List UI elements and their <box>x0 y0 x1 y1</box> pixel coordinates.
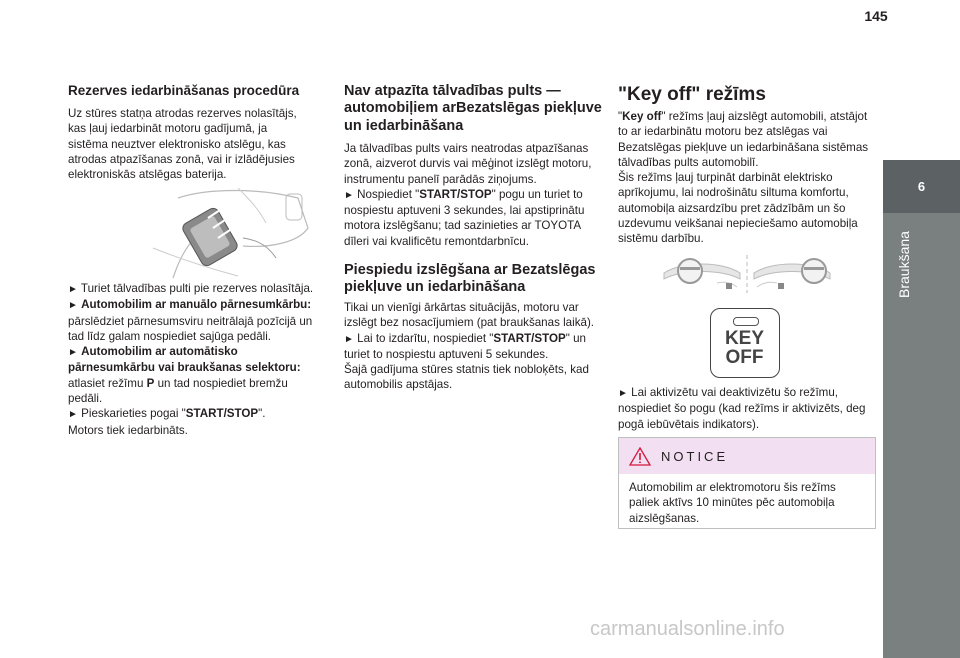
key-off-label-line1: KEY <box>724 328 765 349</box>
title-line: Nav atpazīta tālvadības pults — <box>344 83 561 99</box>
text-line: " pogu un turiet to <box>491 187 583 201</box>
step-4-text: ". <box>258 407 266 421</box>
key-off-body <box>618 109 880 247</box>
chapter-number: 6 <box>883 160 960 213</box>
title-line: piekļuve un iedarbināšana <box>344 279 526 296</box>
backup-reader-illustration <box>148 188 318 280</box>
title-line: automobiļiem arBezatslēgas piekļuve <box>344 100 602 117</box>
warning-triangle-icon <box>629 447 651 466</box>
step-4-text: Pieskarieties pogai " <box>81 407 186 421</box>
step-2-text: pārslēdziet pārnesumsviru neitrālajā pozīcijā un <box>68 314 313 328</box>
bullet-icon: ► <box>344 189 354 201</box>
text-line: motora izslēgšanu; tad sazinieties ar TOYOTA <box>344 219 582 233</box>
text-line: Automobilim ar elektromotoru šis režīms <box>629 481 836 494</box>
step-3-heading: Automobilim ar automātisko <box>81 345 238 359</box>
bullet-icon: ► <box>344 333 354 345</box>
text-line: Lai aktivizētu vai deaktivizētu šo režīmu, <box>631 386 838 399</box>
key-off-instruction <box>618 385 880 432</box>
title-line: un iedarbināšana <box>344 117 464 134</box>
key-off-term: Key off <box>622 110 662 123</box>
remote-not-detected-body <box>344 141 606 249</box>
text-line: izslēgt bez nosacījumiem (pat braukšanas laikā). <box>344 316 595 330</box>
text-line: pogā iebūvētais indikators). <box>618 417 760 431</box>
step-2-text: tad līdz galam nospiediet sajūga pedāli. <box>68 329 272 343</box>
text-line: " un <box>565 331 586 345</box>
bullet-icon: ► <box>68 409 78 421</box>
text-line: Tikai un vienīgi ārkārtas situācijās, motoru var <box>344 301 579 314</box>
forced-stop-body <box>344 300 606 393</box>
watermark: carmanualsonline.info <box>590 618 785 640</box>
key-off-button <box>710 308 780 378</box>
backup-start-steps <box>68 281 330 438</box>
step-2-heading: Automobilim ar manuālo pārnesumkārbu: <box>81 298 312 312</box>
text-line: uzdevumu veikšanai nepieciešamo automobiļa <box>618 217 858 231</box>
notice-title: NOTICE <box>661 448 729 464</box>
text-line: automobiļa aizsardzību pret zādzībām un šo <box>618 201 846 215</box>
text-line: dīleri vai kvalificētu remontdarbnīcu. <box>344 234 529 248</box>
text-line: aizslēgšanas. <box>629 511 700 525</box>
text-line: nospiediet šo pogu (kad režīms ir aktivizēts, deg <box>618 402 866 416</box>
page-number: 145 <box>864 8 888 24</box>
start-stop-label: START/STOP <box>493 331 566 345</box>
text-line: instrumentu panelī parādās ziņojums. <box>344 172 537 186</box>
text-line: nospiestu aptuveni 3 sekundes, lai apstiprinātu <box>344 204 585 218</box>
key-off-label-line2: OFF <box>725 347 764 368</box>
section-title-remote-not-detected <box>344 83 604 135</box>
step-1: Turiet tālvadības pulti pie rezerves nolasītāja. <box>80 282 314 295</box>
step-3-text: un tad nospiediet bremžu <box>157 376 288 390</box>
text-line: automobilis apstājas. <box>344 378 453 392</box>
title-line: Piespiedu izslēgšana ar Bezatslēgas <box>344 262 596 278</box>
text-line: Ja tālvadības pults vairs neatrodas atpazīšanas <box>344 142 589 155</box>
section-title-backup-start: Rezerves iedarbināšanas procedūra <box>68 83 300 98</box>
text-line: " <box>618 110 623 123</box>
text-line: Lai to izdarītu, nospiediet " <box>357 331 494 345</box>
chapter-label: Braukšana <box>896 231 912 298</box>
start-stop-label: START/STOP <box>419 187 492 201</box>
step-3-text: atlasiet režīmu <box>68 376 144 390</box>
section-title-forced-stop <box>344 262 606 297</box>
step-3-text: pedāli. <box>68 392 103 406</box>
text-line: zonā, aizverot durvis vai mēģinot izslēgt motoru, <box>344 157 592 171</box>
text-line: sistēmu darbību. <box>618 232 704 246</box>
bullet-icon: ► <box>68 300 78 312</box>
text-line: aprīkojumu, lai nodrošinātu siltuma komfortu, <box>618 186 849 200</box>
step-3-heading: pārnesumkārbu vai braukšanas selektoru: <box>68 361 301 375</box>
bullet-icon: ► <box>618 388 628 399</box>
text-line: Nospiediet " <box>357 187 420 201</box>
text-line: atrodas atpazīšanas zonā, vai ir izlādējusies <box>68 152 295 166</box>
text-line: tālvadības pults automobilī. <box>618 155 759 169</box>
notice-header <box>619 438 875 474</box>
notice-text <box>619 474 875 526</box>
text-line: Šis režīms ļauj turpināt darbināt elektrisko <box>618 171 833 185</box>
bullet-icon: ► <box>68 284 78 295</box>
text-line: Šajā gadījuma stūres statnis tiek nobloķēts, kad <box>344 363 589 377</box>
text-line: " režīms ļauj aizslēgt automobili, atstājot <box>661 110 868 123</box>
bullet-icon: ► <box>68 347 78 359</box>
indicator-light-icon <box>733 317 759 326</box>
gear-p: P <box>146 376 155 390</box>
notice-box <box>618 437 876 529</box>
dashboard-location-illustration <box>662 253 832 298</box>
text-line: sistēma neuztver elektronisko atslēgu, kas <box>68 137 286 151</box>
text-line: to ar iedarbinātu motoru bez atslēgas vai <box>618 125 828 139</box>
text-line: elektroniskās atslēgas baterija. <box>68 168 227 182</box>
step-result: Motors tiek iedarbināts. <box>68 423 188 437</box>
section-title-key-off: "Key off" režīms <box>618 84 766 105</box>
text-line: Bezatslēgas piekļuve un iedarbināšana sistēmas <box>618 140 869 154</box>
text-line: kas ļauj iedarbināt motoru gadījumā, ja <box>68 122 268 136</box>
text-line: paliek aktīvs 10 minūtes pēc automobiļa <box>629 496 835 510</box>
start-stop-label: START/STOP <box>185 407 259 421</box>
backup-start-intro <box>68 106 330 182</box>
text-line: Uz stūres statņa atrodas rezerves nolasītājs, <box>68 107 297 120</box>
text-line: turiet to nospiestu aptuveni 5 sekundes. <box>344 347 549 361</box>
